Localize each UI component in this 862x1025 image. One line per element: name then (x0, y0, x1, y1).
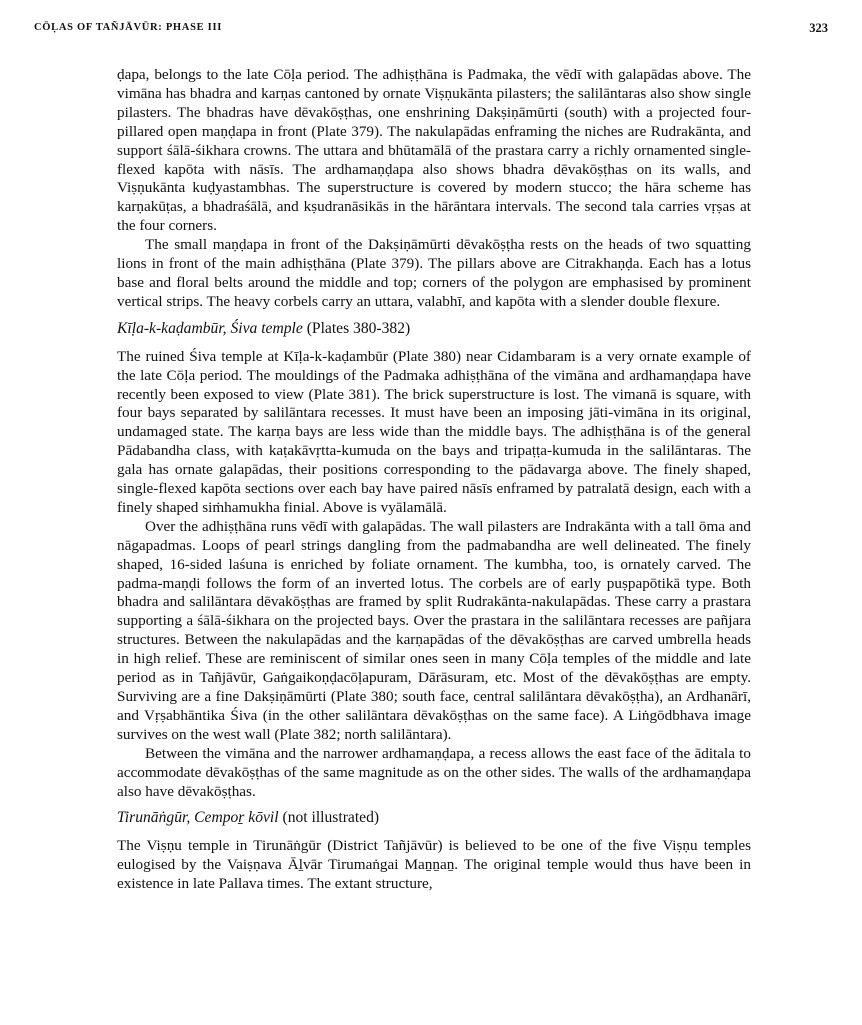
section-heading-kila-k-kadambur (117, 320, 751, 339)
paragraph-4: Over the adhiṣṭhāna runs vēdī with galapādas. The wall pilasters are Indrakānta with a tall ōma and nāgapadmas. Loops of pearl strings dangling from the padmabandha are well delineated. The finely shaped, 16-sided laśuna is enriched by foliate ornament. The kumbha, too, is ornately carved. The padma-maṇḍi follows the form of an inverted lotus. The corbels are of early puṣpapōtikā type. Both bhadra and salilāntara dēvakōṣṭhas are framed by split Rudrakānta-nakulapādas. These carry a prastara supporting a śālā-śikhara on the projected bays. Over the prastara in the salilāntara recesses are pañjara structures. Between the nakulapādas and the karṇapādas of the dēvakōṣṭhas are carved umbrella heads in high relief. These are reminiscent of similar ones seen in many Cōḷa temples of the middle and late period as in Tañjāvūr, Gaṅgaikoṇḍacōḷapuram, Dārāsuram, etc. Most of the dēvakōṣṭhas are empty. Surviving are a fine Dakṣiṇāmūrti (Plate 380; south face, central salilāntara dēvakōṣṭha), an Ardhanārī, and Vṛṣabhāntika Śiva (in the other salilāntara dēvakōṣṭhas on the same face). A Liṅgōdbhava image survives on the west wall (Plate 382; north salilāntara). (117, 517, 751, 743)
paragraph-5: Between the vimāna and the narrower ardhamaṇḍapa, a recess allows the east face of the āditala to accommodate dēvakōṣṭhas of the same magnitude as on the other sides. The walls of the ardhamaṇḍapa also have dēvakōṣṭhas. (117, 744, 751, 800)
section-heading-place: Tirunāṅgūr, Cempoṟ kōvil (117, 809, 279, 827)
paragraph-2: The small maṇḍapa in front of the Dakṣiṇāmūrti dēvakōṣṭha rests on the heads of two squatting lions in front of the main adhiṣṭhāna (Plate 379). The pillars above are Citrakhaṇḍa. Each has a lotus base and floral belts around the middle and top; corners of the polygon are emphasised by prominent vertical strips. The heavy corbels carry an uttara, valabhī, and kapōta with a slender double flexure. (117, 236, 751, 310)
section-heading-plates: (Plates 380-382) (306, 319, 411, 337)
section-heading-place: Kīḷa-k-kaḍambūr, Śiva temple (117, 319, 303, 337)
paragraph-3: The ruined Śiva temple at Kīḷa-k-kaḍambūr (Plate 380) near Cidambaram is a very ornate example of the late Cōḷa period. The mouldings of the Padmaka adhiṣṭhāna of the vimāna and ardhamaṇḍapa have recently been exposed to view (Plate 381). The brick superstructure is lost. The vimanā is square, with four bays separated by salilāntara recesses. It must have been an imposing jāti-vimāna in its original, undamaged state. The karṇa bays are less wide than the middle bays. The adhiṣṭhāna is of the general Pādabandha class, with kaṭakāvṛtta-kumuda on the bays and tripaṭṭa-kumuda in the salilāntaras. The gala has ornate galapādas, their positions corresponding to the pādavarga above. The finely shaped, single-flexed kapōta sections over each bay have paired nāsīs enframed by patralatā design, each with a finely shaped siṁhamukha finial. Above is vyālamālā. (117, 347, 751, 516)
paragraph-6: The Viṣṇu temple in Tirunāṅgūr (District Tañjāvūr) is believed to be one of the five Viṣṇu temples eulogised by the Vaiṣṇava Āḻvār Tirumaṅgai Maṉṉaṉ. The original temple would thus have been in existence in late Pallava times. The extant structure, (117, 837, 751, 893)
text-body (117, 66, 751, 894)
page-number: 323 (809, 21, 828, 35)
section-heading-note: (not illustrated) (282, 809, 380, 827)
running-title: CŌḶAS OF TAÑJĀVŪR: PHASE III (34, 22, 223, 33)
running-head (34, 22, 828, 42)
paragraph-1: ḍapa, belongs to the late Cōḷa period. The adhiṣṭhāna is Padmaka, the vēdī with galapādas above. The vimāna has bhadra and karṇas cantoned by ornate Viṣṇukānta pilasters; the salilāntaras also show single pilasters. The bhadras have dēvakōṣṭhas, one enshrining Dakṣiṇāmūrti (south) with a projected four-pillared open maṇḍapa in front (Plate 379). The nakulapādas enframing the niches are Rudrakānta, and support śālā-śikhara crowns. The uttara and bhūtamālā of the prastara carry a richly ornamented single-flexed kapōta with nāsīs. The ardhamaṇḍapa also shows bhadra dēvakōṣṭhas on its walls, and Viṣṇukānta kuḍyastambhas. The superstructure is covered by modern stucco; the hāra scheme has karṇakūṭas, a bhadraśālā, and kṣudranāsikās in the hārāntara intervals. The second tala carries vṛṣas at the four corners. (117, 66, 751, 235)
section-heading-tirunangur (117, 809, 751, 828)
